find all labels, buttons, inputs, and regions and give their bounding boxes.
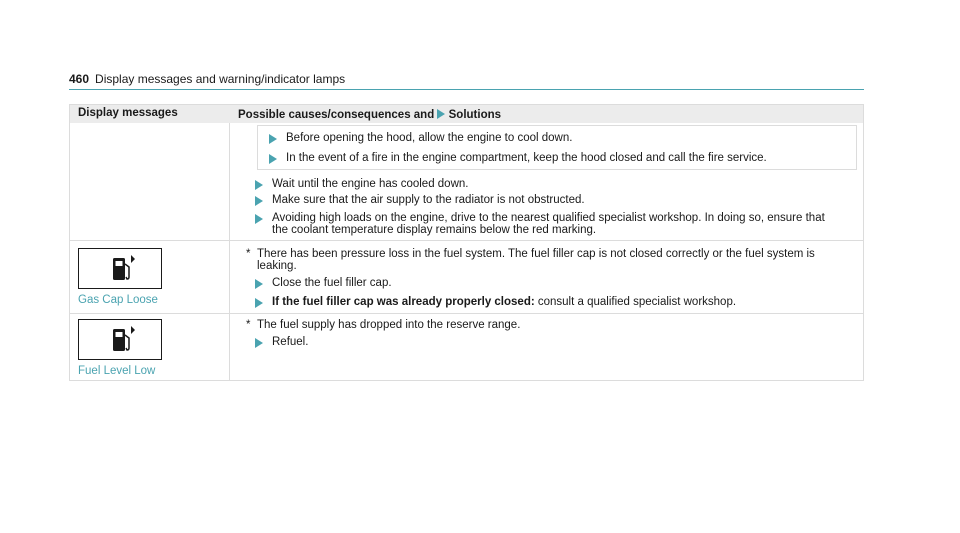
col-display-messages: Display messages: [78, 107, 178, 119]
column-divider: [229, 123, 230, 380]
page-title: Display messages and warning/indicator lamps: [95, 72, 346, 86]
arrow-icon: [269, 154, 277, 164]
arrow-icon: [255, 196, 263, 206]
arrow-icon: [255, 214, 263, 224]
display-icon-box: [78, 319, 162, 360]
arrow-icon: [255, 338, 263, 348]
page-header: [69, 72, 864, 90]
row-divider: [70, 313, 863, 314]
message-label-gas-cap-loose: Gas Cap Loose: [78, 294, 158, 306]
arrow-icon: [255, 180, 263, 190]
col-causes-solutions: Possible causes/consequences and Solutions: [238, 109, 502, 121]
row-divider: [70, 240, 863, 241]
inner-warning-box: Before opening the hood, allow the engine to cool down. In the event of a fire in the engine compartment, keep the hood closed and call the fire service.: [257, 125, 857, 170]
page-number: 460: [69, 72, 90, 86]
arrow-icon: [437, 109, 445, 119]
fuel-pump-icon: [79, 249, 160, 287]
display-icon-box: [78, 248, 162, 289]
arrow-icon: [255, 279, 263, 289]
table-header: [70, 105, 863, 123]
messages-table: Display messages Possible causes/consequences and Solutions Before opening the hood, allow the engine to cool down. In the event of a fire in the engine compartment, keep the hood closed and call the fire service. Wait until the engine has cooled down. Make sure that the air supply to the radiator is not obstructed. Avoiding high loads on the engine, drive to the nearest qualified specialist workshop. In doing so, ensure that the coolant temperature display remains below the red marking. Gas Cap Loose * There has been pressure loss in the fuel system. The fuel filler cap is not closed correctly or the fuel system is leaking. Close the fuel filler cap. If the fuel filler cap was already properly closed: consult a qualified specialist workshop. Fuel Level Low * The fuel supply has dropped into the reserve range. Refuel.: [69, 104, 864, 381]
fuel-pump-icon: [79, 320, 160, 358]
message-label-fuel-level-low: Fuel Level Low: [78, 365, 156, 377]
arrow-icon: [255, 298, 263, 308]
arrow-icon: [269, 134, 277, 144]
